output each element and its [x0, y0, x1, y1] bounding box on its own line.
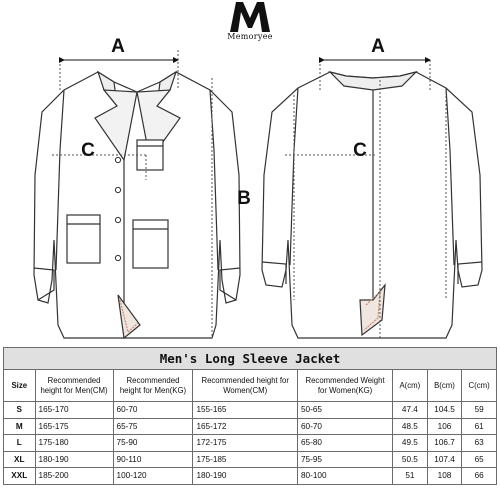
- header-b: B(cm): [427, 370, 462, 402]
- table-row: [4, 402, 497, 419]
- label-b: B: [237, 188, 251, 209]
- cell: 50.5: [393, 451, 428, 468]
- header-weight-women: Recommended Weight for Women(KG): [298, 370, 393, 402]
- cell: 106.7: [427, 435, 462, 452]
- back-jacket: [262, 72, 482, 338]
- cell: 61: [462, 418, 497, 435]
- cell-size: XXL: [4, 468, 36, 485]
- cell: 90-110: [113, 451, 193, 468]
- front-jacket: [34, 72, 240, 338]
- cell: 65-80: [298, 435, 393, 452]
- table-title: Men's Long Sleeve Jacket: [4, 348, 497, 370]
- header-a: A(cm): [393, 370, 428, 402]
- label-c-back: C: [353, 140, 367, 161]
- cell: 100-120: [113, 468, 193, 485]
- table-header-row: [4, 370, 497, 402]
- cell: 175-185: [193, 451, 298, 468]
- cell: 65: [462, 451, 497, 468]
- cell-size: M: [4, 418, 36, 435]
- cell: 59: [462, 402, 497, 419]
- table-row: [4, 435, 497, 452]
- cell: 107.4: [427, 451, 462, 468]
- brand-name: Memoryee: [227, 32, 273, 41]
- cell: 172-175: [193, 435, 298, 452]
- cell: 47.4: [393, 402, 428, 419]
- cell: 104.5: [427, 402, 462, 419]
- header-size: Size: [4, 370, 36, 402]
- label-c-front: C: [81, 140, 95, 161]
- cell-size: XL: [4, 451, 36, 468]
- cell: 75-90: [113, 435, 193, 452]
- cell: 50-65: [298, 402, 393, 419]
- cell: 49.5: [393, 435, 428, 452]
- cell: 80-100: [298, 468, 393, 485]
- cell: 63: [462, 435, 497, 452]
- table-row: [4, 451, 497, 468]
- header-height-women: Recommended height for Women(CM): [193, 370, 298, 402]
- cell: 60-70: [298, 418, 393, 435]
- cell: 165-172: [193, 418, 298, 435]
- cell: 180-190: [35, 451, 113, 468]
- header-height-men: Recommended height for Men(CM): [35, 370, 113, 402]
- cell: 155-165: [193, 402, 298, 419]
- table-row: [4, 418, 497, 435]
- cell-size: S: [4, 402, 36, 419]
- cell: 60-70: [113, 402, 193, 419]
- cell: 106: [427, 418, 462, 435]
- table-row: [4, 468, 497, 485]
- cell: 165-170: [35, 402, 113, 419]
- cell: 165-175: [35, 418, 113, 435]
- cell: 180-190: [193, 468, 298, 485]
- header-weight-men: Recommended height for Men(KG): [113, 370, 193, 402]
- cell: 48.5: [393, 418, 428, 435]
- cell: 51: [393, 468, 428, 485]
- size-chart-table: [3, 347, 497, 485]
- header-c: C(cm): [462, 370, 497, 402]
- cell: 108: [427, 468, 462, 485]
- cell-size: L: [4, 435, 36, 452]
- cell: 65-75: [113, 418, 193, 435]
- cell: 75-95: [298, 451, 393, 468]
- cell: 175-180: [35, 435, 113, 452]
- cell: 66: [462, 468, 497, 485]
- cell: 185-200: [35, 468, 113, 485]
- label-a-front: A: [111, 36, 125, 57]
- label-a-back: A: [371, 36, 385, 57]
